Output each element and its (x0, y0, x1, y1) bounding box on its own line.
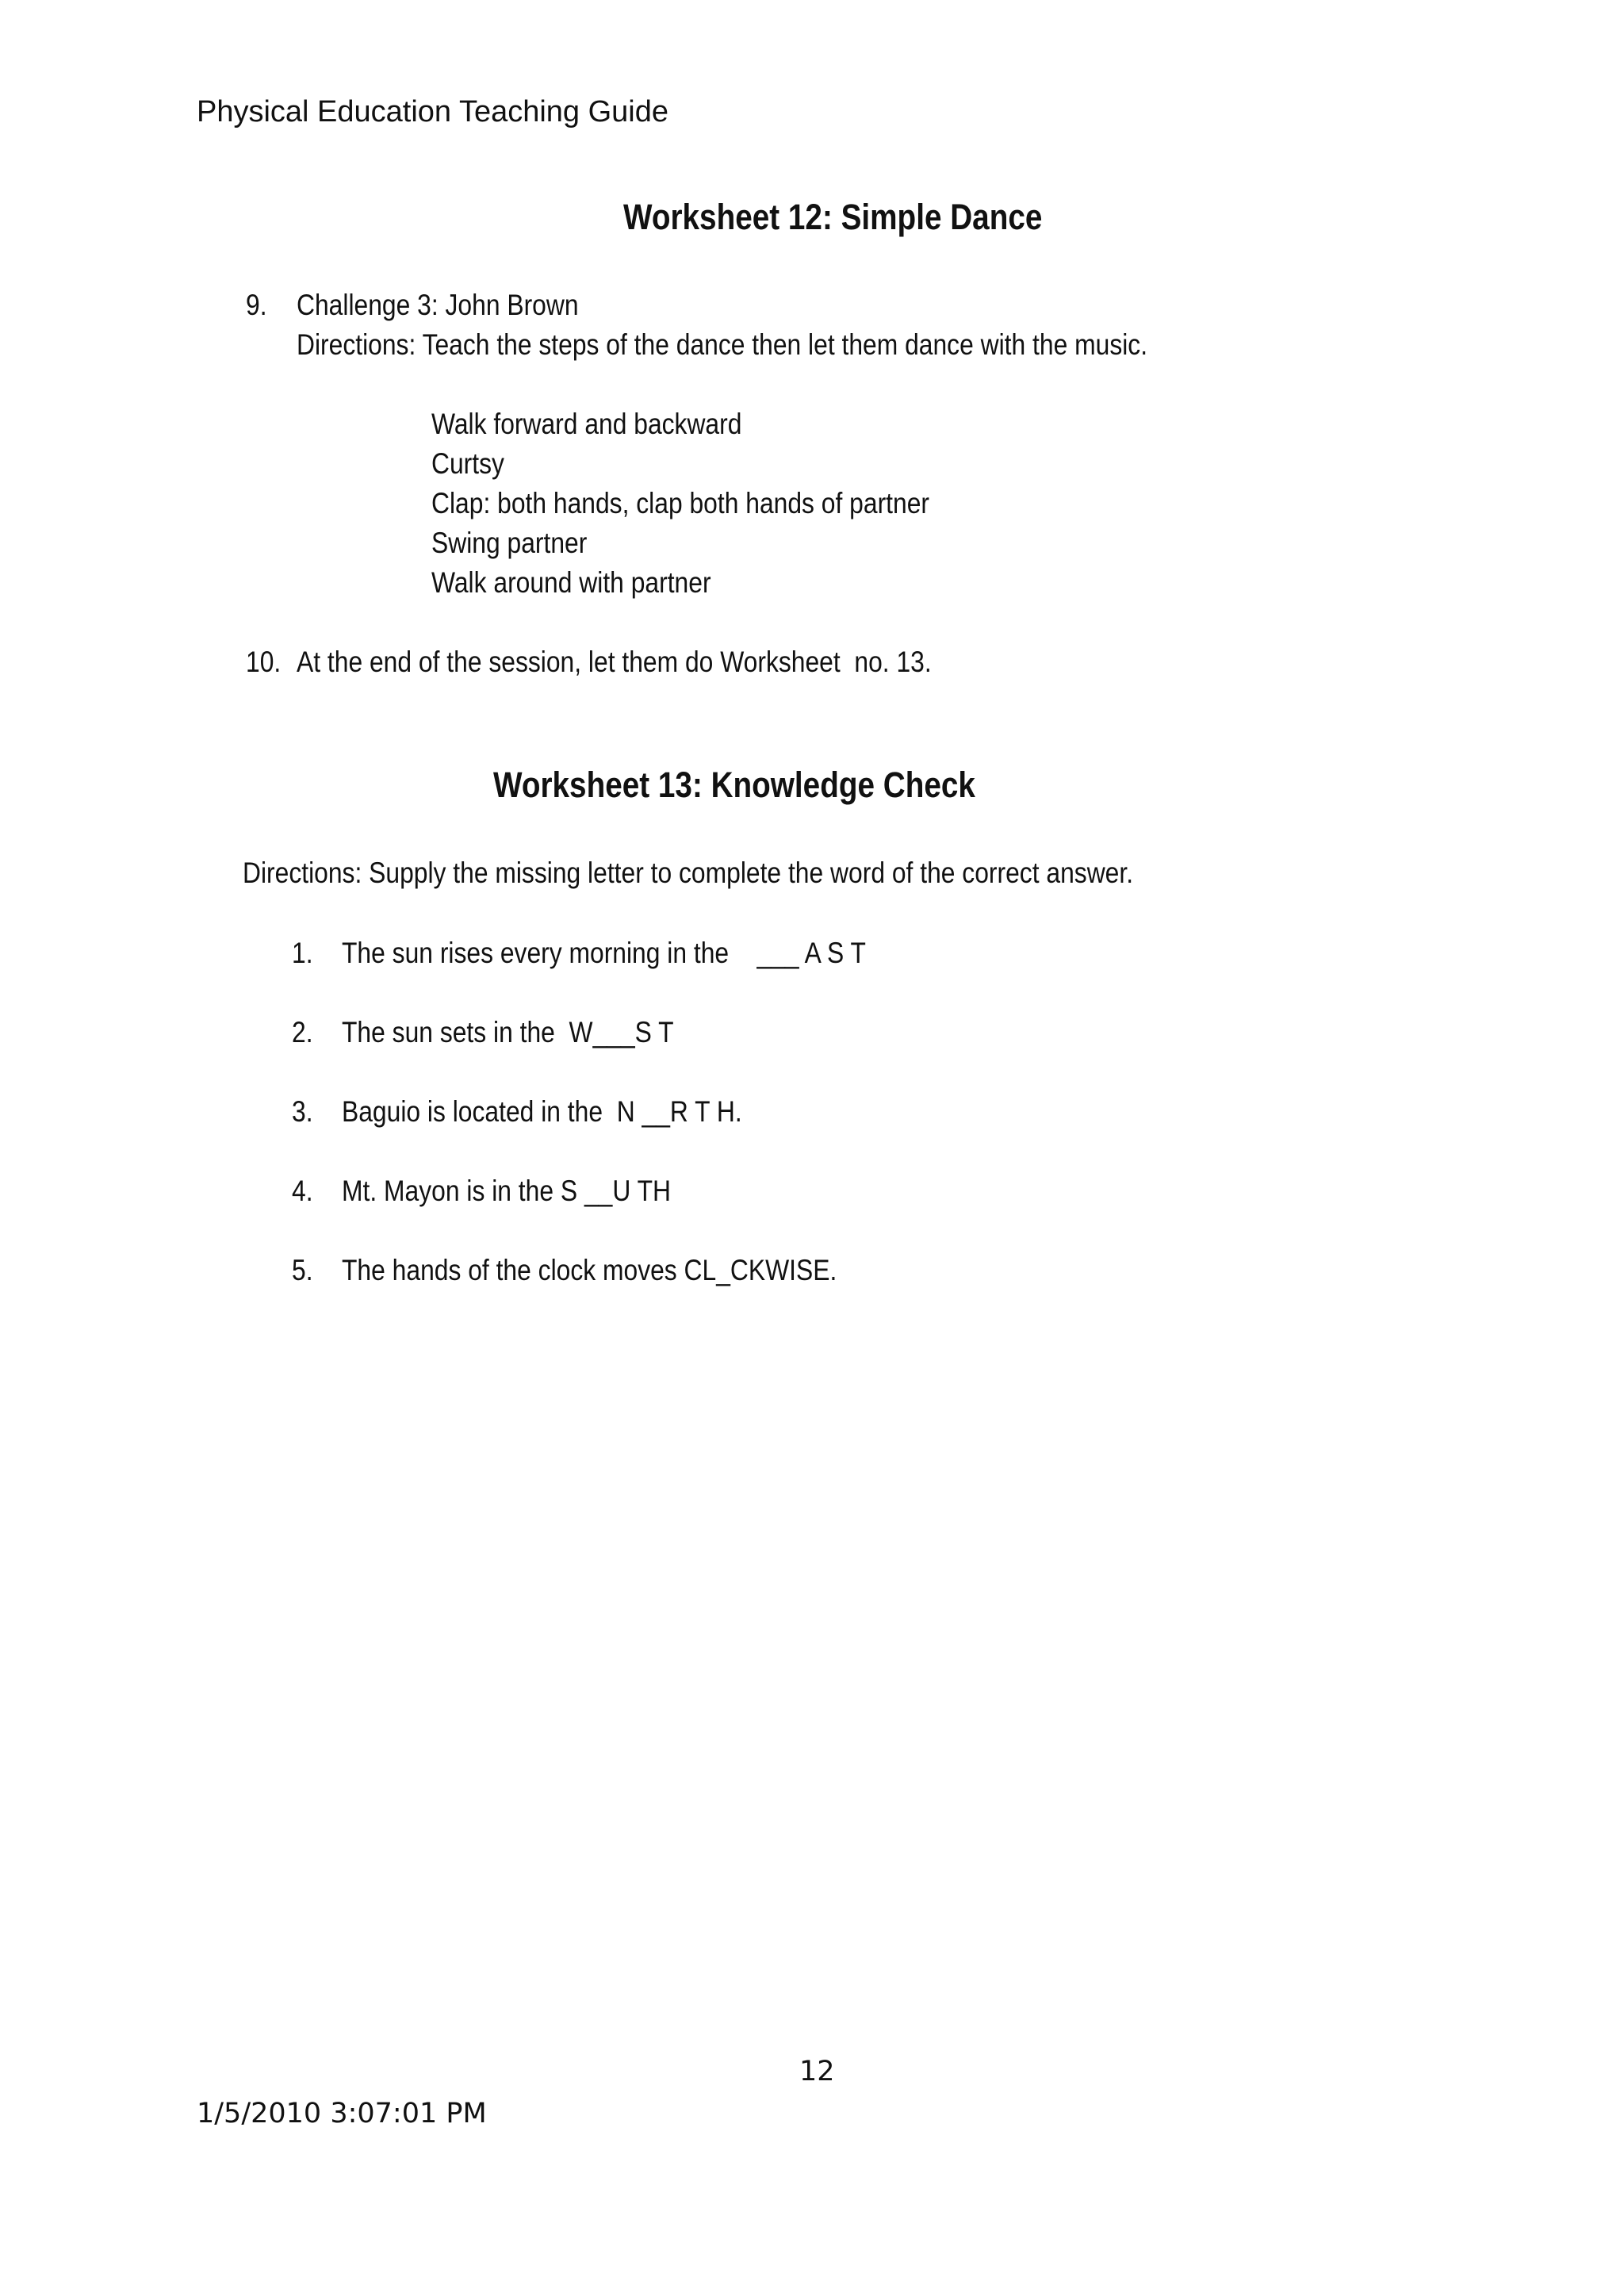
print-timestamp: 1/5/2010 3:07:01 PM (197, 2098, 487, 2129)
question-text: The sun rises every morning in the ___ A S T (342, 937, 866, 969)
dance-step: Clap: both hands, clap both hands of partner (431, 487, 930, 519)
question-text: Mt. Mayon is in the S __U TH (342, 1175, 672, 1207)
item-9-challenge: Challenge 3: John Brown (297, 289, 579, 321)
dance-step: Curtsy (431, 447, 504, 480)
question-number: 5. (292, 1254, 313, 1286)
dance-step: Swing partner (431, 527, 588, 559)
worksheet-13-title: Worksheet 13: Knowledge Check (493, 765, 975, 805)
worksheet-13-directions: Directions: Supply the missing letter to complete the word of the correct answer. (243, 857, 1134, 889)
question-number: 3. (292, 1095, 313, 1128)
question-number: 2. (292, 1016, 313, 1048)
running-header: Physical Education Teaching Guide (197, 95, 669, 128)
question-number: 1. (292, 937, 313, 969)
question-number: 4. (292, 1175, 313, 1207)
question-text: Baguio is located in the N __R T H. (342, 1095, 742, 1128)
question-text: The hands of the clock moves CL_CKWISE. (342, 1254, 837, 1286)
item-10-text: At the end of the session, let them do Worksheet no. 13. (297, 646, 932, 678)
item-9-directions: Directions: Teach the steps of the dance then let them dance with the music. (297, 328, 1148, 361)
page-number: 12 (799, 2056, 835, 2087)
dance-step: Walk forward and backward (431, 408, 742, 440)
worksheet-12-title: Worksheet 12: Simple Dance (623, 197, 1043, 237)
dance-step: Walk around with partner (431, 566, 711, 599)
item-10-number: 10. (246, 646, 282, 678)
item-9-number: 9. (246, 289, 267, 321)
question-text: The sun sets in the W___S T (342, 1016, 674, 1048)
